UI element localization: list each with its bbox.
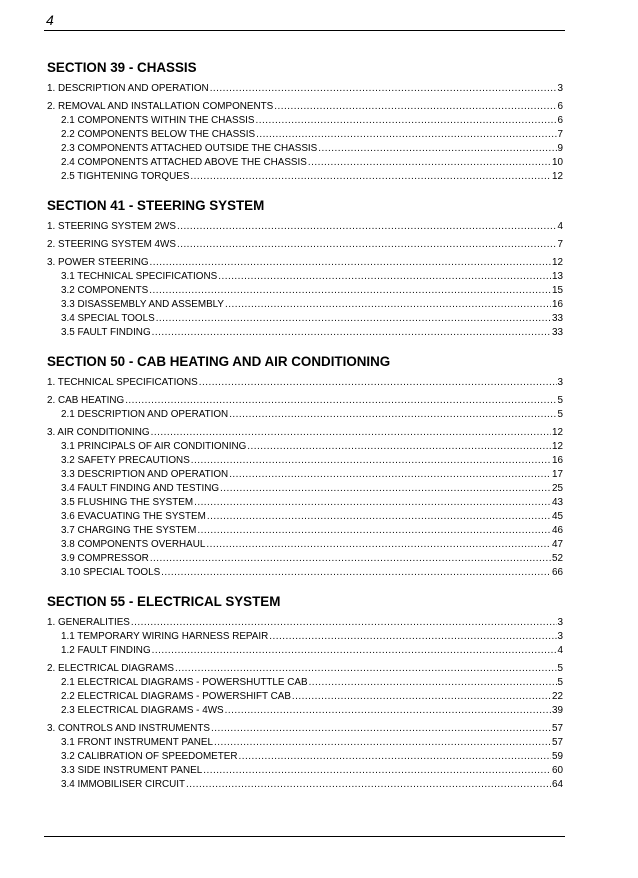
toc-entry[interactable] — [47, 496, 563, 510]
toc-entry-label: 2. STEERING SYSTEM 4WS — [47, 239, 176, 250]
toc-entry[interactable] — [47, 736, 563, 750]
toc-entry-page: 57 — [552, 737, 563, 748]
toc-entry-page: 64 — [552, 779, 563, 790]
toc-entry-page: 52 — [552, 553, 563, 564]
toc-entry-label: 3.7 CHARGING THE SYSTEM — [61, 525, 197, 536]
toc-entry-label: 3.5 FAULT FINDING — [61, 327, 151, 338]
toc-entry-page: 3 — [557, 83, 563, 94]
toc-entry[interactable] — [47, 482, 563, 496]
toc-entry-label: 2.4 COMPONENTS ATTACHED ABOVE THE CHASSIS — [61, 157, 307, 168]
toc-entry-label: 2.2 COMPONENTS BELOW THE CHASSIS — [61, 129, 256, 140]
toc-entry-page: 16 — [552, 299, 563, 310]
toc-entry-label: 1. STEERING SYSTEM 2WS — [47, 221, 176, 232]
dot-leader — [318, 142, 556, 156]
toc-entry-page: 5 — [557, 677, 563, 688]
toc-section — [47, 594, 563, 792]
toc-entry-page: 47 — [552, 539, 563, 550]
toc-entry-label: 3. AIR CONDITIONING — [47, 427, 150, 438]
toc-entry-page: 3 — [557, 617, 563, 628]
toc-entry[interactable] — [47, 114, 563, 128]
toc-entry-label: 2.1 DESCRIPTION AND OPERATION — [61, 409, 229, 420]
toc-entry[interactable] — [47, 82, 563, 96]
dot-leader — [191, 454, 551, 468]
toc-entry-label: 2. CAB HEATING — [47, 395, 125, 406]
dot-leader — [152, 326, 551, 340]
dot-leader — [274, 100, 556, 114]
dot-leader — [175, 662, 557, 676]
toc-entry-label: 3.6 EVACUATING THE SYSTEM — [61, 511, 206, 522]
toc-entry-page: 7 — [557, 129, 563, 140]
toc-section — [47, 354, 563, 580]
toc-entry[interactable] — [47, 552, 563, 566]
dot-leader — [125, 394, 556, 408]
toc-entry[interactable] — [47, 510, 563, 524]
dot-leader — [256, 114, 557, 128]
toc-entry[interactable] — [47, 750, 563, 764]
toc-entry-page: 25 — [552, 483, 563, 494]
toc-entry[interactable] — [47, 616, 563, 630]
toc-entry[interactable] — [47, 704, 563, 718]
toc-section — [47, 60, 563, 184]
toc-entry-page: 66 — [552, 567, 563, 578]
toc-entry-label: 1. GENERALITIES — [47, 617, 130, 628]
toc-entry-label: 3.4 FAULT FINDING AND TESTING — [61, 483, 220, 494]
toc-entry-label: 2.3 ELECTRICAL DIAGRAMS - 4WS — [61, 705, 224, 716]
toc-entry-label: 2.1 ELECTRICAL DIAGRAMS - POWERSHUTTLE CAB — [61, 677, 308, 688]
toc-entry-label: 2.3 COMPONENTS ATTACHED OUTSIDE THE CHASSIS — [61, 143, 318, 154]
toc-entry-label: 2.5 TIGHTENING TORQUES — [61, 171, 190, 182]
footer-rule — [44, 836, 565, 837]
toc-entry[interactable] — [47, 440, 563, 454]
dot-leader — [152, 644, 557, 658]
dot-leader — [247, 440, 551, 454]
toc-entry-label: 3.1 TECHNICAL SPECIFICATIONS — [61, 271, 218, 282]
toc-entry[interactable] — [47, 238, 563, 252]
toc-entry[interactable] — [47, 644, 563, 658]
toc-entry-page: 60 — [552, 765, 563, 776]
toc-entry-page: 3 — [557, 631, 563, 642]
dot-leader — [177, 220, 557, 234]
dot-leader — [229, 408, 556, 422]
dot-leader — [308, 156, 551, 170]
toc-entry-label: 2. ELECTRICAL DIAGRAMS — [47, 663, 174, 674]
toc-entry[interactable] — [47, 662, 563, 676]
header-rule — [44, 30, 565, 31]
toc-entry[interactable] — [47, 426, 563, 440]
toc-entry[interactable] — [47, 454, 563, 468]
dot-leader — [309, 676, 557, 690]
toc-entry[interactable] — [47, 722, 563, 736]
dot-leader — [131, 616, 557, 630]
toc-entry-page: 3 — [557, 377, 563, 388]
dot-leader — [194, 496, 551, 510]
dot-leader — [214, 736, 551, 750]
dot-leader — [229, 468, 551, 482]
dot-leader — [207, 510, 551, 524]
toc-entry[interactable] — [47, 298, 563, 312]
toc-entry-label: 2.2 ELECTRICAL DIAGRAMS - POWERSHIFT CAB — [61, 691, 291, 702]
toc-entry[interactable] — [47, 394, 563, 408]
toc-entry-label: 2. REMOVAL AND INSTALLATION COMPONENTS — [47, 101, 274, 112]
toc-entry-page: 59 — [552, 751, 563, 762]
toc-entry-label: 2.1 COMPONENTS WITHIN THE CHASSIS — [61, 115, 255, 126]
toc-entry-page: 12 — [552, 441, 563, 452]
toc-entry-label: 1. TECHNICAL SPECIFICATIONS — [47, 377, 198, 388]
toc-entry-page: 15 — [552, 285, 563, 296]
page-number: 4 — [46, 12, 54, 28]
toc-entry[interactable] — [47, 408, 563, 422]
toc-entry-label: 3.4 SPECIAL TOOLS — [61, 313, 155, 324]
toc-entry[interactable] — [47, 128, 563, 142]
dot-leader — [256, 128, 556, 142]
toc-entry-label: 1. DESCRIPTION AND OPERATION — [47, 83, 209, 94]
toc-entry-label: 3. CONTROLS AND INSTRUMENTS — [47, 723, 210, 734]
toc-entry-page: 33 — [552, 327, 563, 338]
dot-leader — [269, 630, 556, 644]
toc-entry[interactable] — [47, 538, 563, 552]
section-title: SECTION 41 - STEERING SYSTEM — [47, 198, 265, 213]
toc-entry-page: 5 — [557, 409, 563, 420]
toc-entry-label: 1.1 TEMPORARY WIRING HARNESS REPAIR — [61, 631, 269, 642]
toc-entry[interactable] — [47, 764, 563, 778]
toc-entry-page: 46 — [552, 525, 563, 536]
toc-entry[interactable] — [47, 468, 563, 482]
toc-entry[interactable] — [47, 326, 563, 340]
toc-entry[interactable] — [47, 156, 563, 170]
toc-entry-page: 45 — [552, 511, 563, 522]
toc-entry-label: 3.1 FRONT INSTRUMENT PANEL — [61, 737, 213, 748]
section-title: SECTION 55 - ELECTRICAL SYSTEM — [47, 594, 281, 609]
toc-entry-label: 3.4 IMMOBILISER CIRCUIT — [61, 779, 186, 790]
toc-entry[interactable] — [47, 690, 563, 704]
toc-entry-page: 10 — [552, 157, 563, 168]
toc-entry-page: 4 — [557, 221, 563, 232]
dot-leader — [206, 538, 551, 552]
dot-leader — [150, 552, 551, 566]
toc-entry-page: 5 — [557, 395, 563, 406]
toc-entry-page: 13 — [552, 271, 563, 282]
toc-entry[interactable] — [47, 566, 563, 580]
toc-entry-label: 3. POWER STEERING — [47, 257, 149, 268]
toc-entry-page: 6 — [557, 101, 563, 112]
toc-entry[interactable] — [47, 284, 563, 298]
dot-leader — [199, 376, 557, 390]
toc-entry-page: 39 — [552, 705, 563, 716]
toc-entry[interactable] — [47, 524, 563, 538]
toc-entry-label: 3.2 SAFETY PRECAUTIONS — [61, 455, 190, 466]
section-title: SECTION 39 - CHASSIS — [47, 60, 197, 75]
toc-entry-label: 3.5 FLUSHING THE SYSTEM — [61, 497, 194, 508]
dot-leader — [203, 764, 551, 778]
toc-entry-page: 12 — [552, 257, 563, 268]
toc-entry-page: 6 — [557, 115, 563, 126]
toc-entry-page: 9 — [557, 143, 563, 154]
toc-entry[interactable] — [47, 270, 563, 284]
toc-entry-page: 7 — [557, 239, 563, 250]
toc-entry[interactable] — [47, 170, 563, 184]
toc-entry-label: 3.1 PRINCIPALS OF AIR CONDITIONING — [61, 441, 247, 452]
toc-entry[interactable] — [47, 312, 563, 326]
toc-entry-page: 33 — [552, 313, 563, 324]
dot-leader — [218, 270, 551, 284]
toc-entry[interactable] — [47, 100, 563, 114]
dot-leader — [161, 566, 551, 580]
toc-entry[interactable] — [47, 256, 563, 270]
toc-entry-page: 22 — [552, 691, 563, 702]
dot-leader — [190, 170, 551, 184]
dot-leader — [177, 238, 557, 252]
toc-entry-label: 3.2 COMPONENTS — [61, 285, 149, 296]
dot-leader — [225, 704, 551, 718]
toc-entry-label: 3.10 SPECIAL TOOLS — [61, 567, 161, 578]
dot-leader — [149, 284, 551, 298]
toc-entry-label: 3.8 COMPONENTS OVERHAUL — [61, 539, 206, 550]
toc-entry[interactable] — [47, 778, 563, 792]
toc-entry[interactable] — [47, 630, 563, 644]
toc-entry[interactable] — [47, 676, 563, 690]
toc-entry-label: 3.3 DESCRIPTION AND OPERATION — [61, 469, 229, 480]
dot-leader — [292, 690, 551, 704]
toc-entry[interactable] — [47, 220, 563, 234]
toc-entry-label: 3.9 COMPRESSOR — [61, 553, 149, 564]
toc-entry-label: 3.3 SIDE INSTRUMENT PANEL — [61, 765, 203, 776]
toc-entry-page: 5 — [557, 663, 563, 674]
toc-entry-label: 1.2 FAULT FINDING — [61, 645, 151, 656]
dot-leader — [197, 524, 551, 538]
toc-entry-label: 3.2 CALIBRATION OF SPEEDOMETER — [61, 751, 238, 762]
section-title: SECTION 50 - CAB HEATING AND AIR CONDITIONING — [47, 354, 391, 369]
dot-leader — [225, 298, 551, 312]
toc-entry[interactable] — [47, 376, 563, 390]
dot-leader — [186, 778, 551, 792]
dot-leader — [239, 750, 552, 764]
toc-entry-page: 12 — [552, 427, 563, 438]
dot-leader — [210, 82, 557, 96]
toc-entry-page: 57 — [552, 723, 563, 734]
toc-entry-page: 4 — [557, 645, 563, 656]
dot-leader — [220, 482, 551, 496]
dot-leader — [156, 312, 551, 326]
toc-entry-page: 17 — [552, 469, 563, 480]
toc-section — [47, 198, 563, 340]
dot-leader — [211, 722, 551, 736]
dot-leader — [150, 256, 552, 270]
toc-entry-label: 3.3 DISASSEMBLY AND ASSEMBLY — [61, 299, 225, 310]
dot-leader — [151, 426, 551, 440]
toc-entry[interactable] — [47, 142, 563, 156]
table-of-contents — [47, 60, 563, 792]
toc-entry-page: 16 — [552, 455, 563, 466]
toc-entry-page: 43 — [552, 497, 563, 508]
toc-entry-page: 12 — [552, 171, 563, 182]
